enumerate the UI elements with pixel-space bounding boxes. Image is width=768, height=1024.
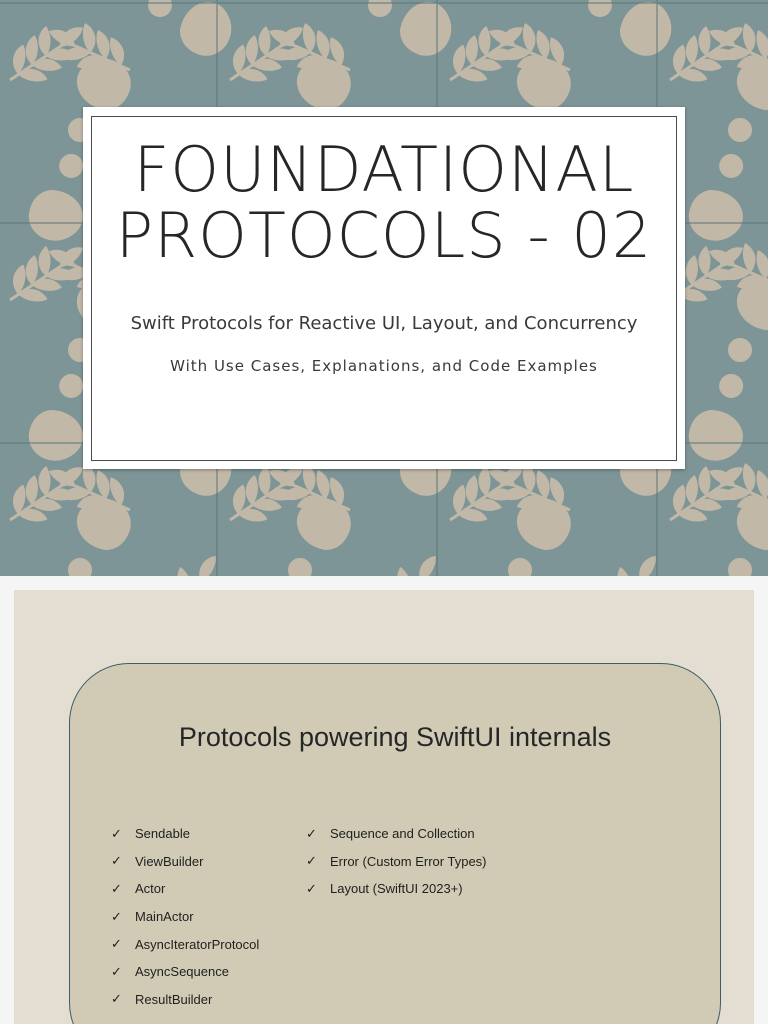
title-line-2: PROTOCOLS - 02 [115, 199, 653, 272]
title-line-1: FOUNDATIONAL [133, 133, 635, 206]
checkmark-icon: ✓ [111, 853, 122, 869]
list-item [111, 875, 259, 903]
list-item-label: AsyncIteratorProtocol [135, 936, 260, 952]
list-item-label: MainActor [135, 909, 194, 925]
list-item-label: Sequence and Collection [330, 826, 475, 842]
list-item [111, 848, 259, 876]
checkmark-icon: ✓ [111, 908, 122, 924]
subtitle: Swift Protocols for Reactive UI, Layout, and Concurrency [130, 313, 638, 334]
protocol-list-left [111, 820, 259, 1013]
content-slide [14, 590, 754, 1024]
list-item-label: Layout (SwiftUI 2023+) [330, 881, 463, 897]
panel-title: Protocols powering SwiftUI internals [178, 722, 612, 752]
list-item-label: ViewBuilder [135, 853, 204, 869]
list-item [111, 903, 259, 931]
list-item [306, 875, 487, 903]
checkmark-icon: ✓ [111, 963, 122, 979]
list-item-label: Actor [135, 881, 166, 897]
checkmark-icon: ✓ [306, 880, 317, 896]
list-item [111, 958, 259, 986]
list-item-label: ResultBuilder [135, 991, 213, 1007]
list-item [306, 848, 487, 876]
title-card [83, 107, 685, 469]
checkmark-icon: ✓ [111, 936, 122, 952]
list-item [111, 986, 259, 1014]
list-item [111, 820, 259, 848]
title-card-border [91, 116, 677, 461]
protocol-list-right [306, 820, 487, 903]
checkmark-icon: ✓ [306, 853, 317, 869]
content-panel [69, 663, 721, 1024]
checkmark-icon: ✓ [111, 825, 122, 841]
checkmark-icon: ✓ [111, 991, 122, 1007]
checkmark-icon: ✓ [111, 880, 122, 896]
list-item-label: Sendable [135, 826, 190, 842]
secondary-subtitle: With Use Cases, Explanations, and Code Examples [170, 357, 598, 375]
list-item [306, 820, 487, 848]
list-item-label: Error (Custom Error Types) [330, 853, 487, 869]
list-item [111, 930, 259, 958]
list-item-label: AsyncSequence [135, 964, 229, 980]
checkmark-icon: ✓ [306, 825, 317, 841]
